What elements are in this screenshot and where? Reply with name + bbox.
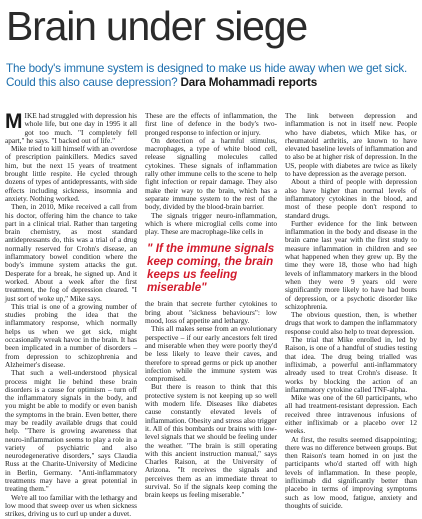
body-paragraph: About a third of people with depression also have higher than normal levels of inflammatory cytokines in the blood, and most of these people don't respond to standard drugs. <box>285 177 417 220</box>
standfirst-text: The body's immune system is designed to make us hide away when we get sick. Could this also cause depression? <box>6 62 408 89</box>
text-column-3 <box>285 111 417 510</box>
body-paragraph: We're all too familiar with the lethargy and low mood that sweep over us when sickness strikes, driving us to curl up under a duvet. <box>5 492 138 519</box>
body-paragraph: But there is reason to think that this protective system is not keeping up so well with modern life. Diseases like diabetes cause constantly elevated levels of inflammation. Obesity and stress also trigger it. All of this bombards our brains with low-level signals that we should be feeling under the weather. "The brain is still operating with this ancient instruction manual," says Charles Raison, at the University of Arizona. "It receives the signals and perceives them as an immediate threat to survival. So if the signals keep coming the brain keeps us feeling miserable." <box>145 382 277 500</box>
body-paragraph: On detection of a harmful stimulus, macrophages, a type of white blood cell, release signalling molecules called cytokines. These signals of inflammation rally other immune cells to the scene to help fight infection or repair damage. They also make their way to the brain, which has a separate immune system to the rest of the body, divided by the blood-brain barrier. <box>145 135 277 212</box>
article-title: Brain under siege <box>6 3 307 49</box>
text-column-2 <box>145 112 277 500</box>
pull-quote: " If the immune signals keep coming, the brain keeps us feeling miserable" <box>147 242 275 295</box>
article-standfirst <box>6 62 418 90</box>
drop-cap: M <box>5 110 23 133</box>
article-byline: Dara Mohammadi reports <box>180 76 318 89</box>
body-paragraph: At first, the results seemed disappointing; there was no difference between groups. But then Raison's team homed in on just the participants who'd started off with high levels of inflammation. In these people, infliximab did significantly better than placebo in terms of improving symptoms such as low mood, fatigue, anxiety and thoughts of suicide. <box>285 434 417 510</box>
body-paragraph: The trial that Mike enrolled in, led by Raison, is one of a handful of studies testing that idea. The drug being trialled was infliximab, a powerful anti-inflammatory already used to treat Crohn's disease. It works by blocking the action of an inflammatory cytokine called TNF-alpha. <box>285 335 417 394</box>
body-paragraph: These are the effects of inflammation, the first line of defence in the body's two-pronged response to infection or injury. <box>145 111 277 137</box>
body-paragraph: the brain that secrete further cytokines to bring about "sickness behaviours": low mood, loss of appetite and lethargy. <box>145 299 277 326</box>
body-paragraph: The link between depression and inflammation is not in itself new. People who have diabetes, which Mike has, or rheumatoid arthritis, are known to have elevated baseline levels of inflammation and to also be at higher risk of depression. In the US, people with diabetes are twice as likely to have depression as the average person. <box>285 111 417 179</box>
body-paragraph: Further evidence for the link between inflammation in the body and disease in the brain came last year with the first study to measure inflammation in children and see what happened when they grew up. By the time they were 18, those who had high levels of inflammatory markers in the blood when they were 9 years old were significantly more likely to have had bouts of depression, or a psychotic disorder like schizophrenia. <box>285 218 417 311</box>
body-paragraph: Mike tried to kill himself with an overdose of prescription painkillers. Medics saved him, but the next 15 years of treatment brought little respite. He cycled through dozens of types of antidepressants, with side effects including sickness, insomnia and anxiety. Nothing worked. <box>5 144 137 203</box>
body-paragraph: The signals trigger neuro-inflammation, which is where microglial cells come into play. These are macrophage-like cells in <box>145 210 277 237</box>
body-paragraph: Mike was one of the 60 participants, who all had treatment-resistant depression. Each received three intravenous infusions of either infliximab or a placebo over 12 weeks. <box>285 393 417 436</box>
lead-paragraph-text: had struggled with depression his whole life, but one day in 1995 it all got too much. "I completely fell apart," he says. "I backed out of life." <box>5 111 137 145</box>
lead-paragraph <box>5 112 137 145</box>
body-paragraph: This all makes sense from an evolutionary perspective – if our early ancestors felt tired and miserable when they were poorly they'd be less likely to leave their caves, and therefore to spread germs or pick up another infection while the immune system was compromised. <box>145 324 277 384</box>
body-paragraph: The obvious question, then, is whether drugs that work to dampen the inflammatory response could also help to treat depression. <box>285 310 417 336</box>
text-column-1 <box>5 110 138 519</box>
body-paragraph: That such a well-understood physical process might lie behind these brain disorders is a cause for optimism – turn off the inflammatory signals in the body, and you might be able to modify or even banish the symptoms in the brain. Even better, there may be readily available drugs that could help. "There is growing awareness that neuro-inflammation seems to play a role in a variety of psychiatric and also neurodegenerative disorders," says Claudia Russ at the Charite-University of Medicine in Berlin, Germany. "Anti-inflammatory treatments may have a great potential in treating them." <box>5 368 137 494</box>
body-paragraph: This trial is one of a growing number of studies probing the idea that the inflammatory response, which normally helps us when we get sick, might occasionally wreak havoc in the brain. It has been implicated in a number of disorders – from depression to schizophrenia and Alzheimer's disease. <box>5 301 137 369</box>
lead-caps: IKE <box>24 111 37 120</box>
body-paragraph: Then, in 2010, Mike received a call from his doctor, offering him the chance to take part in a clinical trial. Rather than targeting brain chemistry, as most standard antidepressants do, this was a trial of a drug normally reserved for Crohn's disease, an inflammatory bowel condition where the body's immune system attacks the gut. Desperate for a break, he signed up. And it worked. About a week after the first treatment, the fog of depression cleared. "I just sort of woke up," Mike says. <box>5 202 137 303</box>
